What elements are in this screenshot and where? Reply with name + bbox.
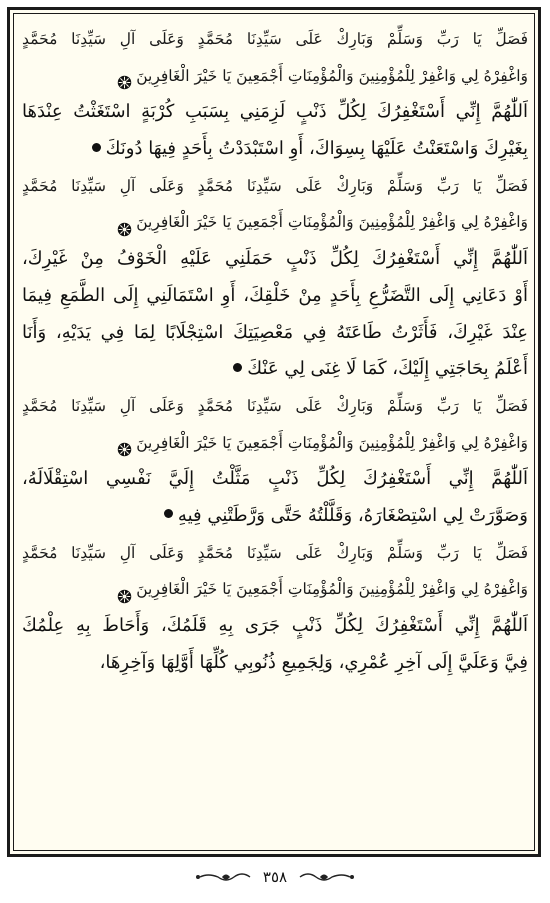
- salawat-block: [22, 535, 528, 608]
- line-text: فَصَلِّ يَا رَبِّ وَسَلِّمْ وَبَارِكْ عَلَى سَيِّدِنَا مُحَمَّدٍ وَعَلَى آلِ سَيِّدِنَا مُحَمَّدٍ: [22, 396, 528, 415]
- line-text: فَصَلِّ يَا رَبِّ وَسَلِّمْ وَبَارِكْ عَلَى سَيِّدِنَا مُحَمَّدٍ وَعَلَى آلِ سَيِّدِنَا مُحَمَّدٍ: [22, 543, 528, 562]
- istighfar-block: [22, 241, 528, 388]
- salawat-block: [22, 168, 528, 241]
- rosette-icon: [117, 434, 132, 449]
- istighfar-block: [22, 608, 528, 681]
- prayer-line: [22, 131, 528, 168]
- line-text: وَاغْفِرْهُ لِي وَاغْفِرْ لِلْمُؤْمِنِينَ وَالْمُؤْمِنَاتِ أَجْمَعِينَ يَا خَيْرَ الْغَافِرِينَ: [136, 66, 528, 85]
- line-text: فَصَلِّ يَا رَبِّ وَسَلِّمْ وَبَارِكْ عَلَى سَيِّدِنَا مُحَمَّدٍ وَعَلَى آلِ سَيِّدِنَا مُحَمَّدٍ: [22, 30, 528, 48]
- page-footer: [0, 866, 550, 896]
- line-text: بِغَيْرِكَ وَاسْتَعَنْتُ عَلَيْهَا بِسِوَاكَ، أَوِ اسْتَبْدَدْتُ بِأَحَدٍ فِيهَا دُونَكَ: [105, 138, 528, 160]
- line-text: وَصَوَّرَتْ لِي اسْتِصْغَارَهُ، وَقَلَّلْتُهُ حَتَّى وَرَّطَتْنِي فِيهِ: [177, 504, 528, 526]
- salawat-block: [22, 388, 528, 461]
- prayer-line: [22, 351, 528, 388]
- prayer-line: [22, 608, 528, 645]
- salawat-line: [22, 388, 528, 425]
- salawat-line: [22, 425, 528, 462]
- prayer-line: [22, 241, 528, 278]
- prayer-line: [22, 94, 528, 131]
- flourish-left-ornament: [194, 870, 252, 884]
- line-text: فِيَّ وَعَلَيَّ إِلَى آخِرِ عُمْرِي، وَلِجَمِيعِ ذُنُوبِي كُلِّهَا أَوَّلِهَا وَآخِرِهَا،: [99, 651, 528, 673]
- line-text: عِنْدَ غَيْرِكَ، فَأَثَرْتُ طَاعَتَهُ فِي مَعْصِيَتِكَ اسْتِجْلَابًا لِمَا فِي يَدَيْهِ، وَأَنَا: [22, 321, 528, 343]
- prayer-line: [22, 461, 528, 498]
- line-text: أَعْلَمُ بِحَاجَتِي إِلَيْكَ، كَمَا لَا غِنَى لِي عَنْكَ: [247, 358, 528, 380]
- line-text: اَللّٰهُمَّ إِنِّي أَسْتَغْفِرُكَ لِكُلِّ ذَنْبٍ لَزِمَنِي بِسَبَبِ كُرْبَةٍ اسْتَغَثْتُ عِنْدَهَا: [22, 101, 528, 123]
- line-text: وَاغْفِرْهُ لِي وَاغْفِرْ لِلْمُؤْمِنِينَ وَالْمُؤْمِنَاتِ أَجْمَعِينَ يَا خَيْرَ الْغَافِرِينَ: [136, 213, 528, 232]
- salawat-line: [22, 204, 528, 241]
- salawat-line: [22, 168, 528, 205]
- istighfar-block: [22, 94, 528, 167]
- page-number: ٣٥٨: [262, 867, 288, 886]
- prayer-line: [22, 278, 528, 315]
- stop-dot-icon: [164, 509, 173, 518]
- line-text: اَللّٰهُمَّ إِنِّي أَسْتَغْفِرُكَ لِكُلِّ ذَنْبٍ جَرَى بِهِ قَلَمُكَ، وَأَحَاطَ بِهِ عِلْمُكَ: [22, 615, 528, 636]
- salawat-block: [22, 21, 528, 94]
- prayer-line: [22, 498, 528, 535]
- prayer-line: [22, 645, 528, 682]
- salawat-line: [22, 21, 528, 58]
- line-text: وَاغْفِرْهُ لِي وَاغْفِرْ لِلْمُؤْمِنِينَ وَالْمُؤْمِنَاتِ أَجْمَعِينَ يَا خَيْرَ الْغَافِرِينَ: [136, 433, 528, 452]
- prayer-text-body: [22, 21, 528, 847]
- stop-dot-icon: [233, 363, 242, 372]
- line-text: فَصَلِّ يَا رَبِّ وَسَلِّمْ وَبَارِكْ عَلَى سَيِّدِنَا مُحَمَّدٍ وَعَلَى آلِ سَيِّدِنَا مُحَمَّدٍ: [22, 176, 528, 195]
- prayer-line: [22, 315, 528, 352]
- salawat-line: [22, 571, 528, 608]
- flourish-right-ornament: [298, 870, 356, 884]
- rosette-icon: [117, 67, 132, 82]
- line-text: اَللّٰهُمَّ إِنِّي أَسْتَغْفِرُكَ لِكُلِّ ذَنْبٍ مَثَّلْتُ إِلَيَّ نَفْسِي اسْتِقْلَالَهُ،: [22, 468, 528, 490]
- rosette-icon: [117, 214, 132, 229]
- istighfar-block: [22, 461, 528, 534]
- rosette-icon: [117, 581, 132, 596]
- line-text: أَوْ دَعَانِي إِلَى التَّضَرُّعِ بِأَحَدٍ مِنْ خَلْقِكَ، أَوِ اسْتَمَالَنِي إِلَى الطَّمَعِ فِيمَا: [22, 284, 528, 306]
- line-text: وَاغْفِرْهُ لِي وَاغْفِرْ لِلْمُؤْمِنِينَ وَالْمُؤْمِنَاتِ أَجْمَعِينَ يَا خَيْرَ الْغَافِرِينَ: [136, 580, 528, 599]
- stop-dot-icon: [92, 143, 101, 152]
- salawat-line: [22, 535, 528, 572]
- line-text: اَللّٰهُمَّ إِنِّي أَسْتَغْفِرُكَ لِكُلِّ ذَنْبٍ حَمَلَنِي عَلَيْهِ الْخَوْفُ مِنْ غَيْرِكَ،: [22, 248, 528, 270]
- salawat-line: [22, 58, 528, 95]
